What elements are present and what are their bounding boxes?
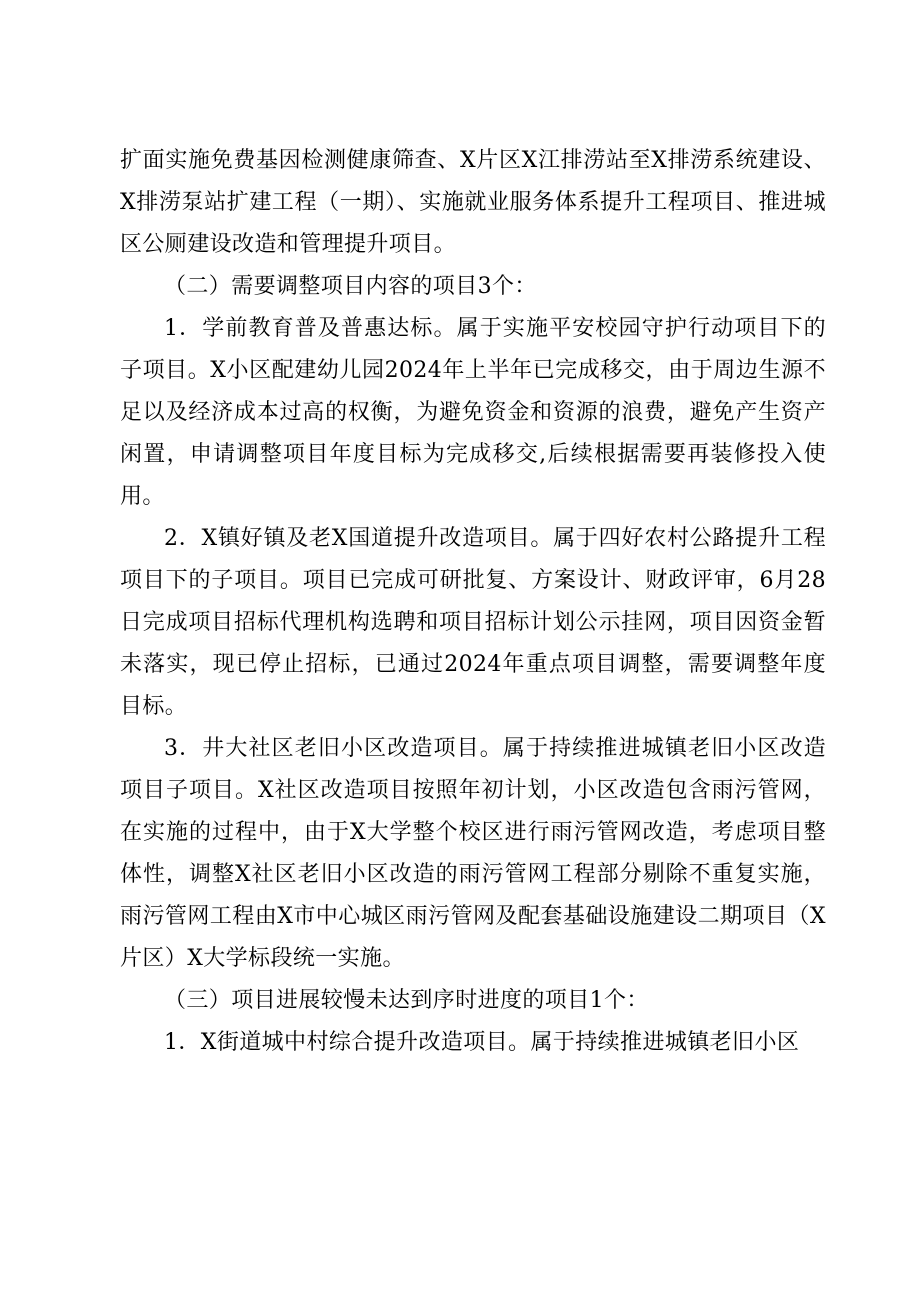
paragraph-item-2-road-upgrade: 2．X镇好镇及老X国道提升改造项目。属于四好农村公路提升工程项目下的子项目。项目已完成可研批复、方案设计、财政评审，6月28日完成项目招标代理机构选聘和项目招标计划公示挂网，项目因资金暂未落实，现已停止招标，已通过2024年重点项目调整，需要调整年度目标。: [120, 526, 826, 719]
paragraph-item-1-village-renovation: 1．X街道城中村综合提升改造项目。属于持续推进城镇老旧小区: [164, 1030, 800, 1055]
paragraph-item-3-community-renovation: 3．井大社区老旧小区改造项目。属于持续推进城镇老旧小区改造项目子项目。X社区改造项目按照年初计划，小区改造包含雨污管网，在实施的过程中，由于X大学整个校区进行雨污管网改造，考虑项目整体性，调整X社区老旧小区改造的雨污管网工程部分剔除不重复实施，雨污管网工程由X市中心城区雨污管网及配套基础设施建设二期项目（X片区）X大学标段统一实施。: [120, 736, 826, 971]
paragraph-continuation: 扩面实施免费基因检测健康筛查、X片区X江排涝站至X排涝系统建设、X排涝泵站扩建工程（一期）、实施就业服务体系提升工程项目、推进城区公厕建设改造和管理提升项目。: [120, 148, 826, 257]
section-heading-adjust-content: （二）需要调整项目内容的项目3个：: [164, 274, 537, 299]
document-body: [120, 140, 826, 1064]
paragraph-item-1-preschool: 1．学前教育普及普惠达标。属于实施平安校园守护行动项目下的子项目。X小区配建幼儿园2024年上半年已完成移交，由于周边生源不足以及经济成本过高的权衡，为避免资金和资源的浪费，避免产生资产闲置，申请调整项目年度目标为完成移交,后续根据需要再装修投入使用。: [120, 316, 826, 509]
section-heading-slow-progress: （三）项目进展较慢未达到序时进度的项目1个：: [164, 988, 649, 1013]
